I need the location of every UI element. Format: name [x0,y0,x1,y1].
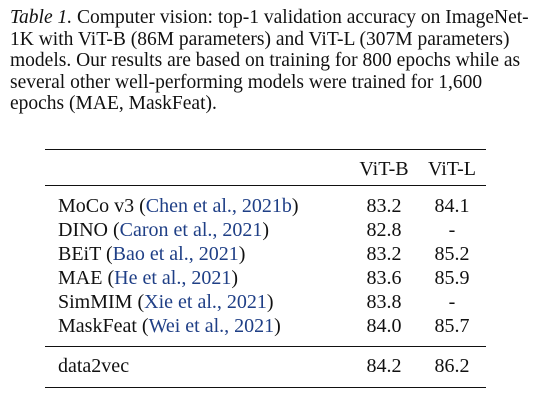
method-cell: MaskFeat (Wei et al., 2021) [58,315,281,337]
table-footer [45,346,486,387]
vit-b-value: 83.6 [366,267,402,289]
caption-label: Table 1. [10,7,73,28]
method-name: data2vec [58,355,130,377]
table-row [45,314,486,338]
vit-l-value: 85.7 [434,315,470,337]
vit-l-value: - [448,219,456,241]
table-body [45,185,486,346]
citation-link[interactable]: Wei et al., 2021 [148,315,275,337]
method-name: MoCo v3 [58,195,135,217]
results-table [45,149,486,388]
method-name: BEiT [58,243,101,265]
vit-b-value: 83.2 [366,243,402,265]
method-name: MAE [58,267,103,289]
method-cell: MoCo v3 (Chen et al., 2021b) [58,195,299,217]
method-name: MaskFeat [58,315,137,337]
header-vit-b: ViT-B [359,158,409,180]
table-row [45,242,486,266]
caption-text: Computer vision: top-1 validation accuracy on ImageNet-1K with ViT-B (86M parameters) and ViT-L (307M parameters) models. Our results are based on training for 800 epochs while as several other well-performing models were trained for 1,600 epochs (MAE, MaskFeat). [10,7,529,114]
method-name: SimMIM [58,291,133,313]
table-row [45,194,486,218]
table-caption [10,7,530,115]
table-row [45,266,486,290]
method-cell: BEiT (Bao et al., 2021) [58,243,246,265]
citation-link[interactable]: He et al., 2021 [114,267,232,289]
table-header-row [45,155,486,185]
vit-b-value: 83.8 [366,291,402,313]
vit-b-value: 83.2 [366,195,402,217]
table-row [45,290,486,314]
vit-b-value: 84.2 [366,355,402,377]
method-cell: SimMIM (Xie et al., 2021) [58,291,274,313]
vit-l-value: 85.9 [434,267,470,289]
method-name: DINO [58,219,108,241]
vit-l-value: 85.2 [434,243,470,265]
citation-link[interactable]: Xie et al., 2021 [144,291,267,313]
citation-link[interactable]: Chen et al., 2021b [145,195,292,217]
header-vit-l: ViT-L [427,158,477,180]
citation-link[interactable]: Caron et al., 2021 [119,219,263,241]
vit-b-value: 82.8 [366,219,402,241]
table-row-data2vec [45,354,486,378]
method-cell: DINO (Caron et al., 2021) [58,219,270,241]
vit-l-value: - [448,291,456,313]
vit-l-value: 84.1 [434,195,470,217]
method-cell: MAE (He et al., 2021) [58,267,238,289]
table-row [45,218,486,242]
vit-b-value: 84.0 [366,315,402,337]
vit-l-value: 86.2 [434,355,470,377]
citation-link[interactable]: Bao et al., 2021 [112,243,239,265]
